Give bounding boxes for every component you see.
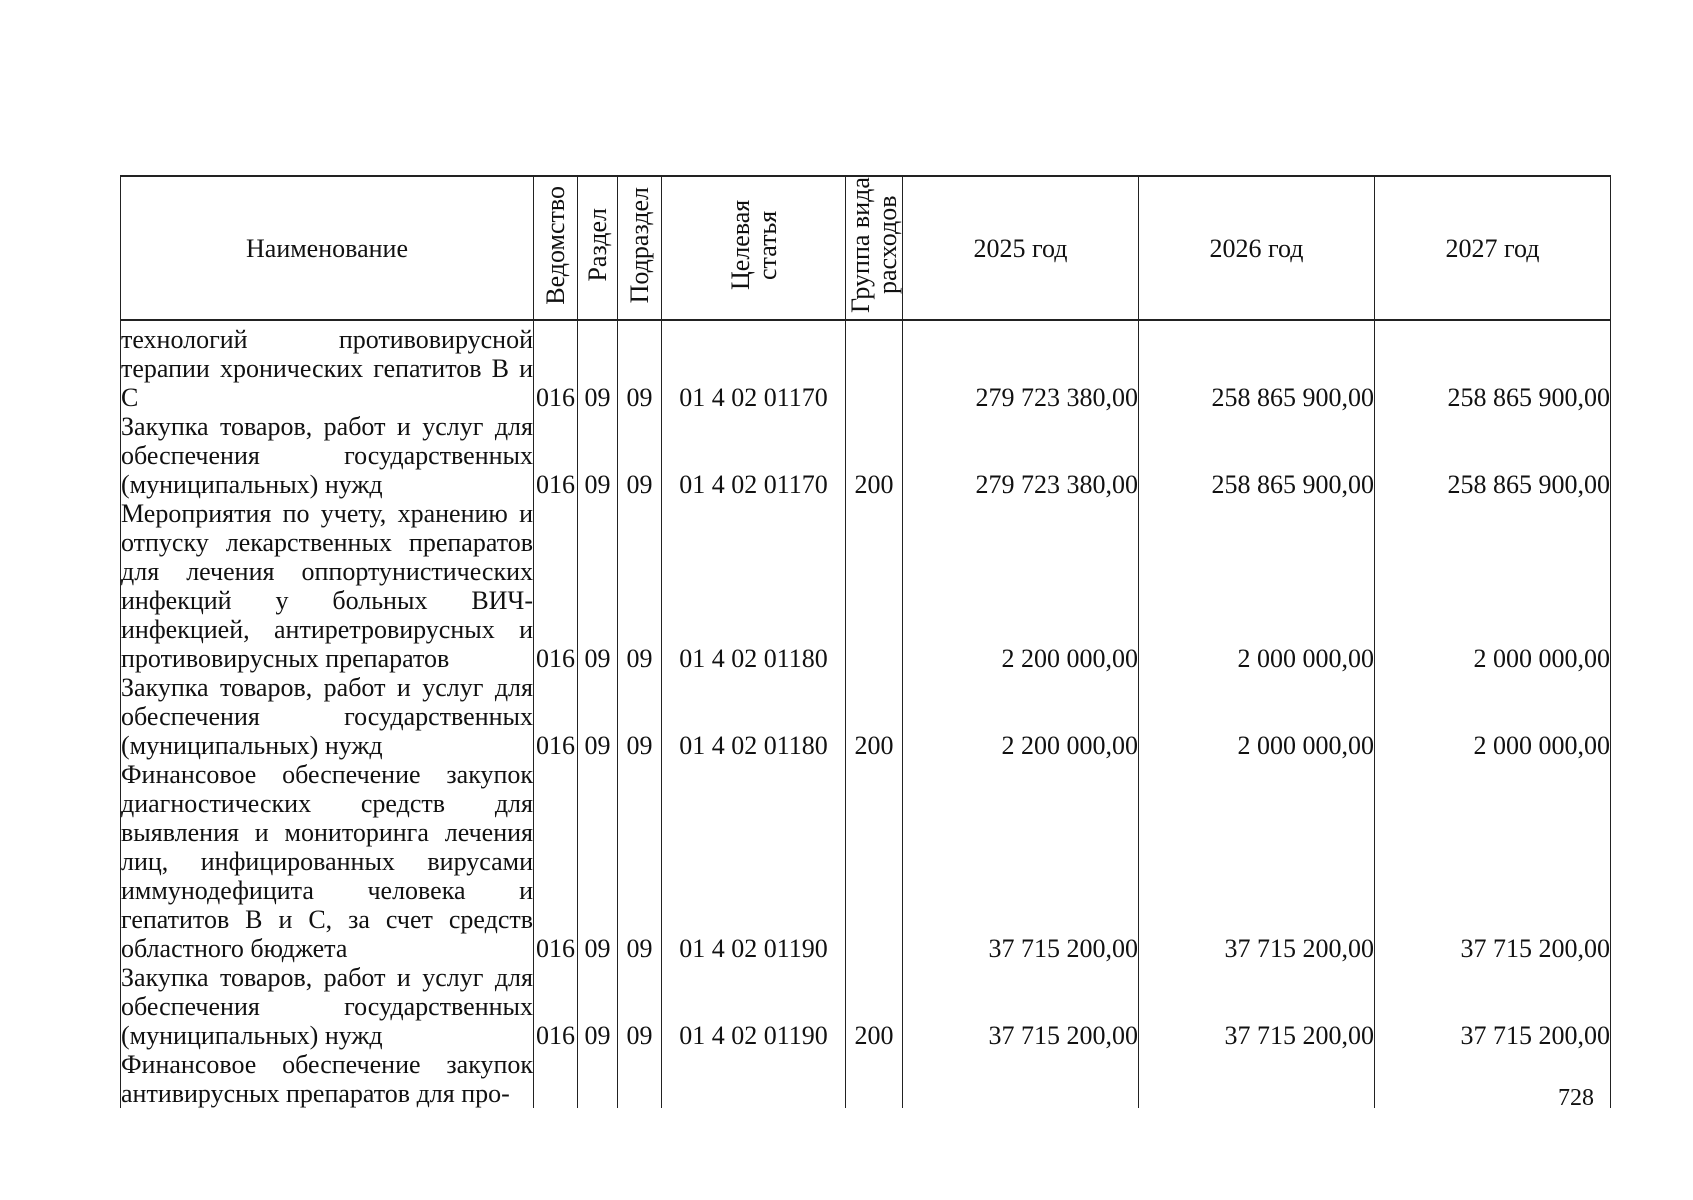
cell-2025: 2 200 000,00 (903, 499, 1139, 673)
cell-2027: 2 000 000,00 (1375, 673, 1611, 760)
cell-expense-group: 200 (846, 412, 903, 499)
header-target-item: Целевая статья (662, 176, 846, 320)
cell-department: 016 (534, 412, 578, 499)
table-row (121, 320, 1611, 412)
cell-name: Финансовое обеспечение закупок диагностических средств для выявления и мониторинга лечения лиц, инфицированных вирусами иммунодефицита человека и гепатитов В и С, за счет средств областного бюджета (121, 760, 533, 963)
table-row (121, 1050, 1611, 1108)
table-row (121, 963, 1611, 1050)
header-2025: 2025 год (903, 176, 1139, 320)
cell-expense-group (846, 760, 903, 963)
cell-target-item: 01 4 02 01180 (662, 499, 846, 673)
cell-department: 016 (534, 499, 578, 673)
cell-subsection: 09 (618, 673, 662, 760)
header-expense-group: Группа вида расходов (846, 176, 903, 320)
table-row (121, 412, 1611, 499)
cell-expense-group: 200 (846, 963, 903, 1050)
cell-subsection: 09 (618, 963, 662, 1050)
cell-name: Закупка товаров, работ и услуг для обеспечения государственных (муниципальных) нужд (121, 963, 533, 1050)
header-2027: 2027 год (1375, 176, 1611, 320)
cell-subsection: 09 (618, 499, 662, 673)
cell-2025: 279 723 380,00 (903, 320, 1139, 412)
cell-target-item: 01 4 02 01170 (662, 320, 846, 412)
header-2026: 2026 год (1139, 176, 1375, 320)
budget-table (120, 175, 1611, 1108)
cell-department: 016 (534, 963, 578, 1050)
cell-section: 09 (578, 320, 618, 412)
table-row (121, 673, 1611, 760)
cell-2025: 279 723 380,00 (903, 412, 1139, 499)
page-number: 728 (1558, 1085, 1594, 1111)
cell-name: Закупка товаров, работ и услуг для обеспечения государственных (муниципальных) нужд (121, 673, 533, 760)
cell-section: 09 (578, 760, 618, 963)
cell-name: Финансовое обеспечение закупок антивирусных препаратов для про- (121, 1050, 533, 1108)
cell-section: 09 (578, 412, 618, 499)
cell-department: 016 (534, 673, 578, 760)
cell-name: технологий противовирусной терапии хронических гепатитов В и С (121, 320, 534, 412)
cell-expense-group (846, 320, 903, 412)
table-row (121, 760, 1611, 963)
cell-2026: 2 000 000,00 (1139, 499, 1375, 673)
cell-2027: 37 715 200,00 (1375, 963, 1611, 1050)
table-header (121, 176, 1611, 320)
cell-2027: 2 000 000,00 (1375, 499, 1611, 673)
table-row (121, 499, 1611, 673)
cell-name: Закупка товаров, работ и услуг для обеспечения государственных (муниципальных) нужд (121, 412, 533, 499)
cell-2026: 258 865 900,00 (1139, 412, 1375, 499)
cell-department: 016 (534, 760, 578, 963)
cell-name: Мероприятия по учету, хранению и отпуску лекарственных препаратов для лечения оппортунистических инфекций у больных ВИЧ-инфекцией, антиретровирусных и противовирусных препаратов (121, 499, 533, 673)
cell-2025: 2 200 000,00 (903, 673, 1139, 760)
cell-target-item: 01 4 02 01180 (662, 673, 846, 760)
cell-subsection: 09 (618, 320, 662, 412)
header-section: Раздел (578, 176, 618, 320)
cell-2025: 37 715 200,00 (903, 963, 1139, 1050)
cell-expense-group (846, 499, 903, 673)
cell-2025 (903, 1050, 1139, 1108)
table-body (121, 320, 1611, 1108)
cell-section: 09 (578, 963, 618, 1050)
cell-expense-group (846, 1050, 903, 1108)
cell-expense-group: 200 (846, 673, 903, 760)
cell-subsection: 09 (618, 760, 662, 963)
cell-section (578, 1050, 618, 1108)
cell-target-item: 01 4 02 01170 (662, 412, 846, 499)
cell-subsection: 09 (618, 412, 662, 499)
cell-target-item: 01 4 02 01190 (662, 963, 846, 1050)
cell-department: 016 (534, 320, 578, 412)
cell-department (534, 1050, 578, 1108)
cell-2026: 258 865 900,00 (1139, 320, 1375, 412)
cell-2026: 37 715 200,00 (1139, 760, 1375, 963)
cell-subsection (618, 1050, 662, 1108)
cell-target-item: 01 4 02 01190 (662, 760, 846, 963)
cell-2026: 2 000 000,00 (1139, 673, 1375, 760)
cell-2027: 258 865 900,00 (1375, 412, 1611, 499)
cell-2027: 258 865 900,00 (1375, 320, 1611, 412)
cell-2025: 37 715 200,00 (903, 760, 1139, 963)
cell-2026 (1139, 1050, 1375, 1108)
header-department: Ведомство (534, 176, 578, 320)
header-subsection: Подраздел (618, 176, 662, 320)
cell-section: 09 (578, 673, 618, 760)
header-name: Наименование (121, 176, 534, 320)
cell-2027: 37 715 200,00 (1375, 760, 1611, 963)
cell-target-item (662, 1050, 846, 1108)
header-row (121, 176, 1611, 320)
cell-section: 09 (578, 499, 618, 673)
cell-2026: 37 715 200,00 (1139, 963, 1375, 1050)
